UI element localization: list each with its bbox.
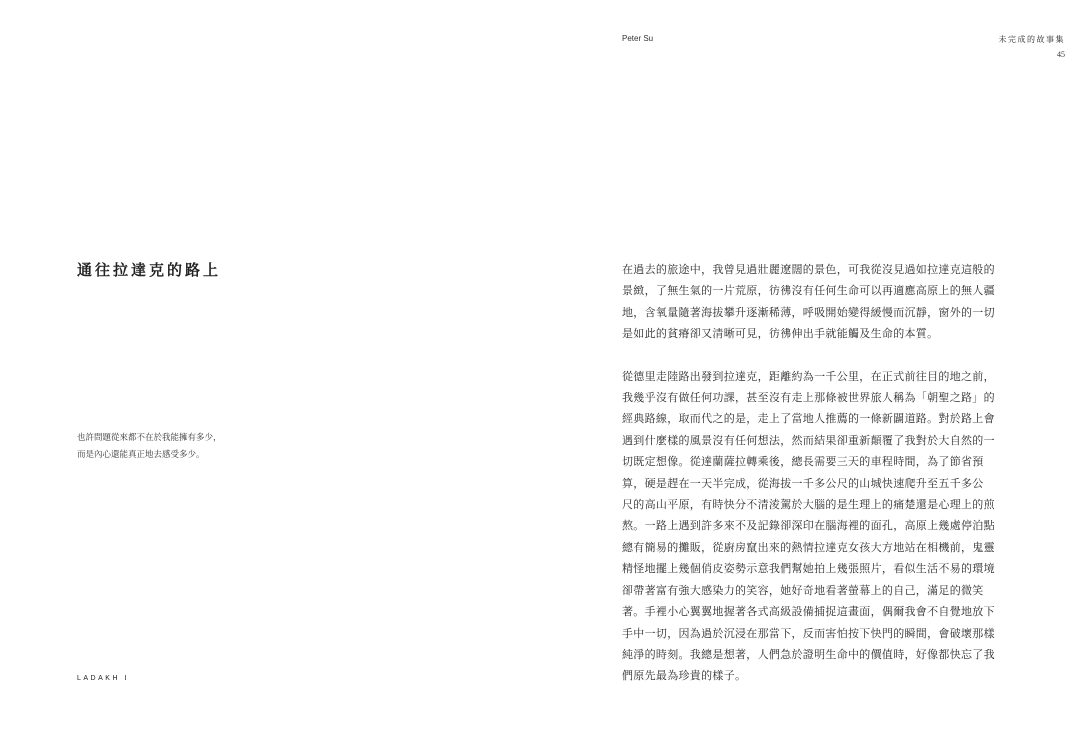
text-line: 們原先最為珍貴的樣子。: [622, 669, 747, 683]
quote-line: 也許問題從來都不在於我能擁有多少，: [77, 433, 222, 443]
section-label: LADAKH I: [77, 675, 129, 682]
text-line: 著。手裡小心翼翼地握著各式高級設備捕捉這畫面，偶爾我會不自覺地放下: [622, 605, 995, 619]
text-line: 我幾乎沒有做任何功課，甚至沒有走上那條被世界旅人稱為「朝聖之路」的: [622, 391, 995, 405]
left-page: [0, 0, 545, 750]
text-line: 地，含氧量隨著海拔攀升逐漸稀薄，呼吸開始變得緩慢而沉靜，窗外的一切: [622, 305, 995, 319]
text-line: 在過去的旅途中，我曾見過壯麗遼闊的景色，可我從沒見過如拉達克這般的: [622, 263, 995, 276]
text-line: 總有簡易的攤販，從廚房竄出來的熱情拉達克女孩大方地站在相機前，鬼靈: [622, 540, 995, 554]
text-line: 卻帶著富有強大感染力的笑容，她好奇地看著螢幕上的自己，滿足的微笑: [622, 583, 984, 597]
right-page: [546, 0, 1091, 750]
running-header-book-title: 未完成的故事集: [998, 35, 1065, 44]
text-line: 遇到什麼樣的風景沒有任何想法，然而結果卻重新顛覆了我對於大自然的一: [622, 433, 995, 447]
quote-line: 而是內心還能真正地去感受多少。: [77, 450, 205, 460]
text-line: 純淨的時刻。我總是想著，人們急於證明生命中的價值時，好像都快忘了我: [622, 647, 995, 661]
paragraph: [622, 366, 1017, 687]
text-line: 精怪地擺上幾個俏皮姿勢示意我們幫她拍上幾張照片，看似生活不易的環境: [622, 562, 995, 576]
chapter-title: 通往拉達克的路上: [77, 261, 222, 279]
text-line: 熬。一路上遇到許多來不及記錄卻深印在腦海裡的面孔，高原上幾處停泊點: [622, 519, 995, 533]
text-line: 算，硬是趕在一天半完成，從海拔一千多公尺的山城快速爬升至五千多公: [622, 476, 984, 490]
text-line: 尺的高山平原，有時快分不清淩駕於大腦的是生理上的痛楚還是心理上的煎: [622, 498, 995, 512]
paragraph: [622, 259, 1017, 345]
body-text: [622, 259, 1017, 687]
running-header-author: Peter Su: [622, 34, 654, 43]
text-line: 從德里走陸路出發到拉達克，距離約為一千公里，在正式前往目的地之前，: [622, 369, 995, 383]
pull-quote: [77, 430, 277, 464]
text-line: 景緻，了無生氣的一片荒原，彷彿沒有任何生命可以再適應高原上的無人疆: [622, 284, 995, 298]
text-line: 手中一切，因為過於沉浸在那當下，反而害怕按下快門的瞬間，會破壞那樣: [622, 626, 995, 640]
page-number: 45: [1057, 50, 1065, 59]
text-line: 經典路線，取而代之的是，走上了當地人推薦的一條新闢道路。對於路上會: [622, 412, 995, 426]
text-line: 切既定想像。從達蘭薩拉轉乘後，總長需要三天的車程時間，為了節省預: [622, 455, 984, 469]
text-line: 是如此的貧瘠卻又清晰可見，彷彿伸出手就能觸及生命的本質。: [622, 327, 939, 341]
